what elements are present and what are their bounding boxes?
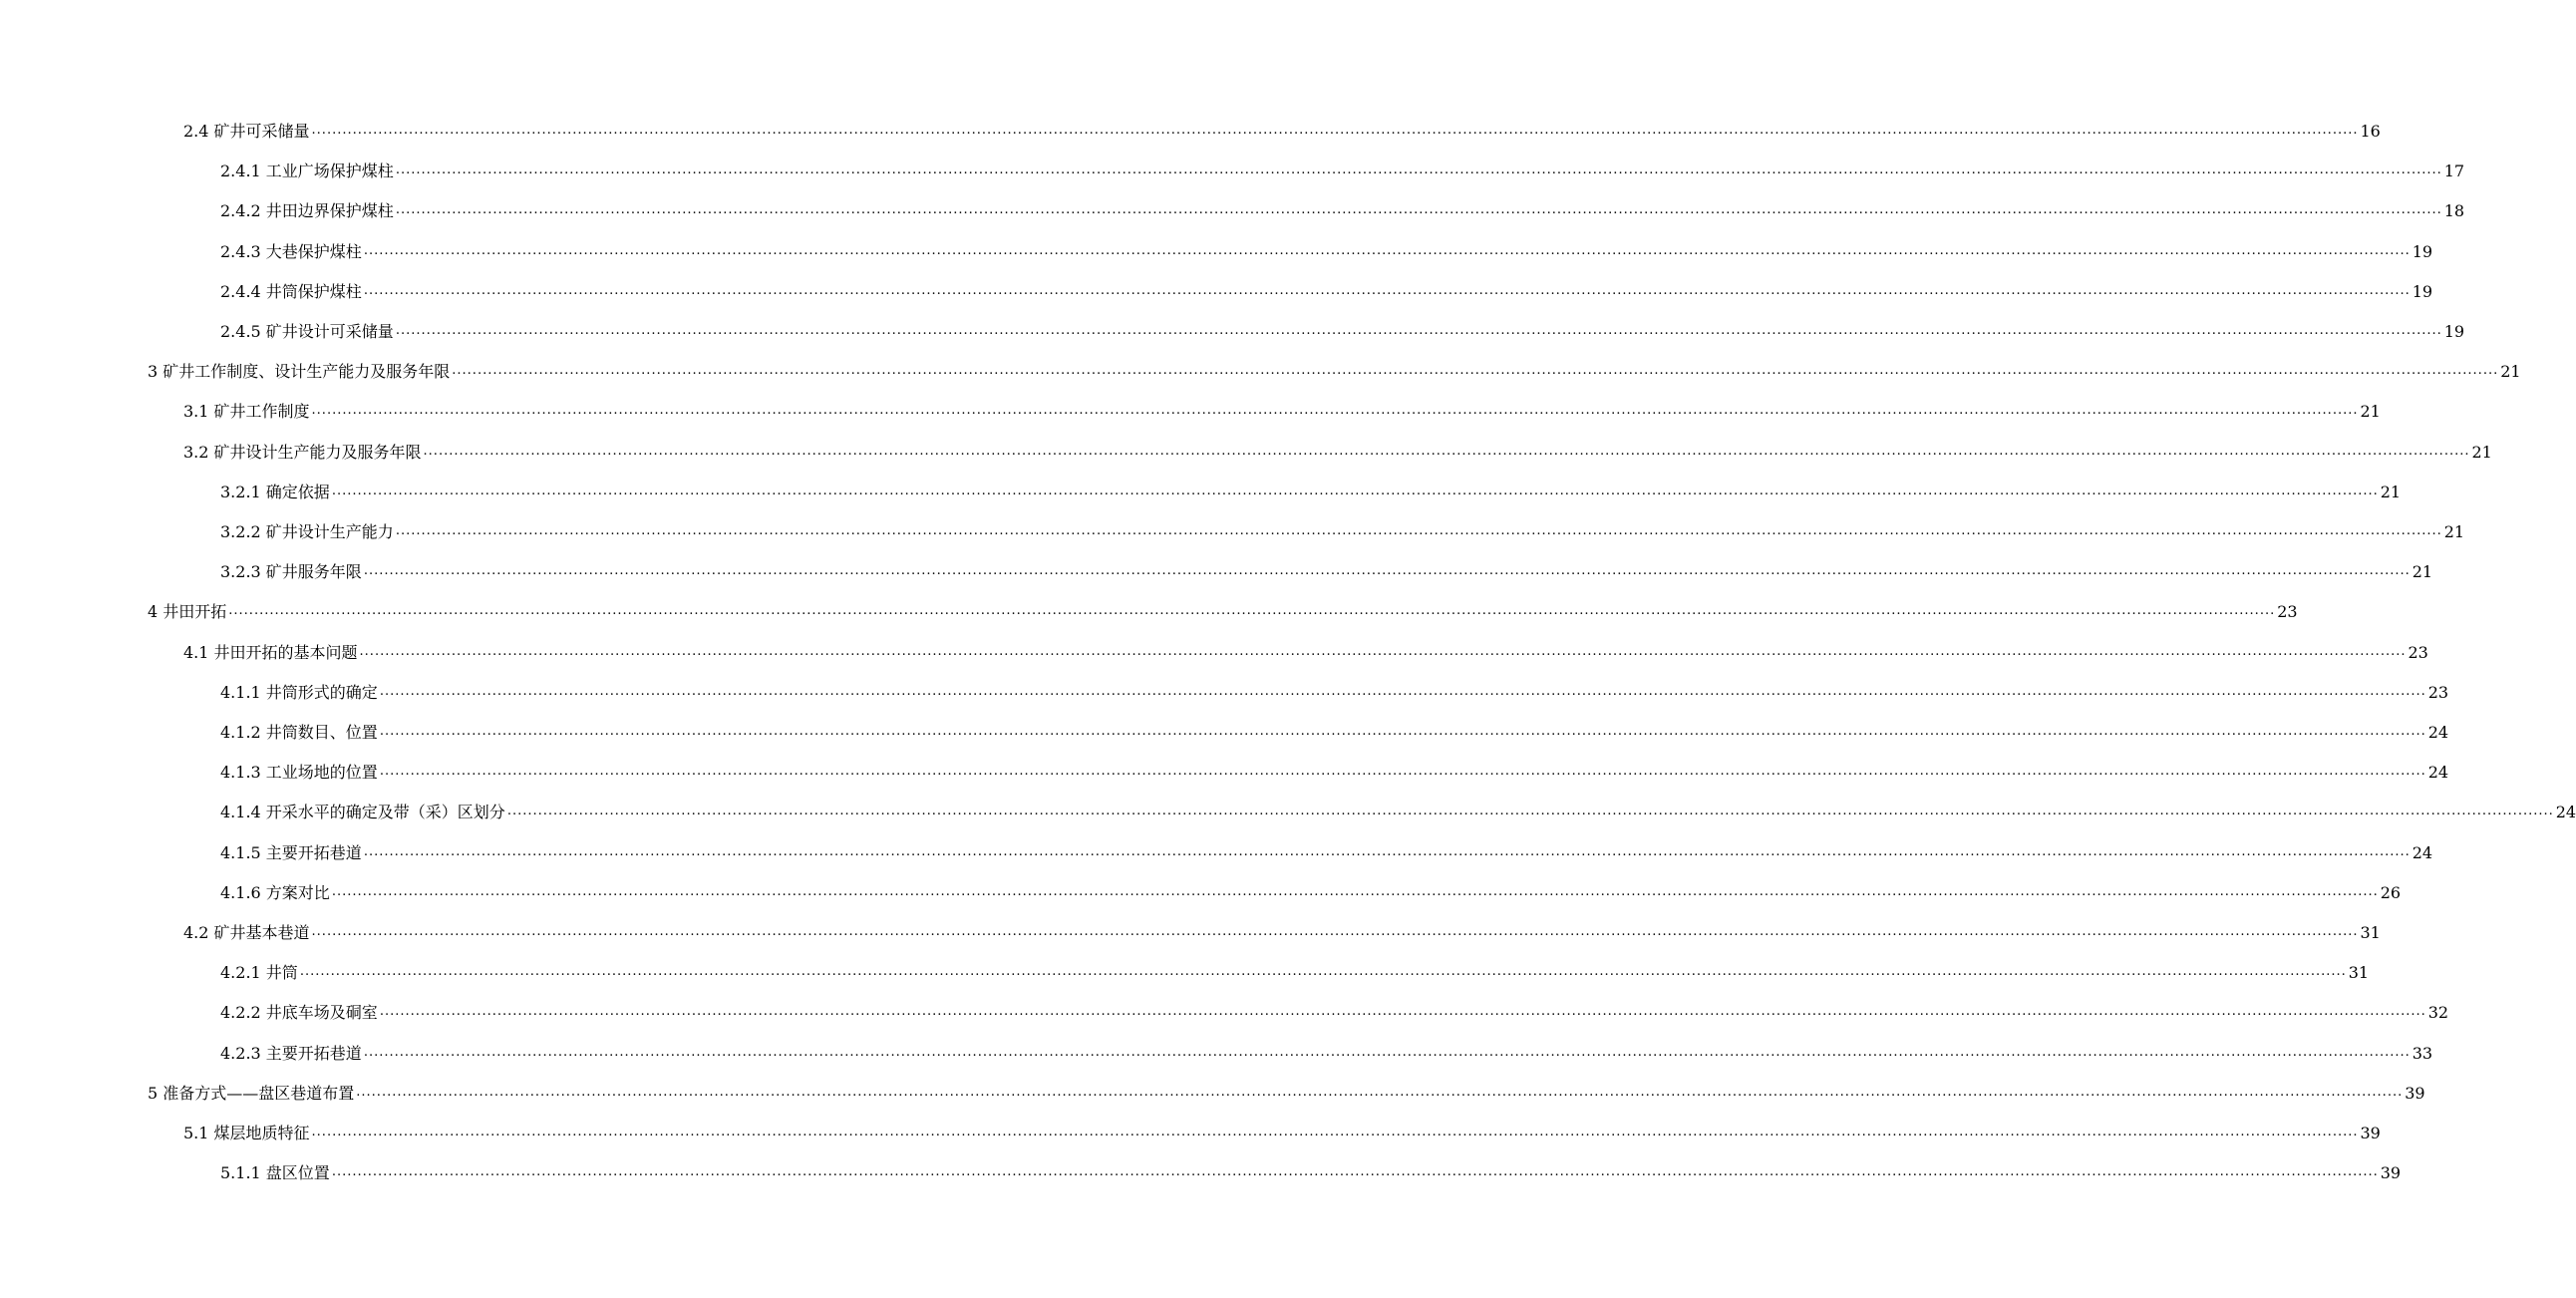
toc-entry-title: 2.4.3 大巷保护煤柱 <box>220 241 362 261</box>
toc-entry-title: 4.1 井田开拓的基本问题 <box>183 642 358 662</box>
toc-entry-page-number: 39 <box>2405 1083 2425 1103</box>
toc-entry-title: 4 井田开拓 <box>148 602 227 622</box>
toc-entry-title: 3.2.3 矿井服务年限 <box>220 562 362 582</box>
toc-dot-leader: ................................................................................................................................................................................................................................................................................................................................................................................................................ <box>363 843 2411 859</box>
toc-entry-title: 2.4.2 井田边界保护煤柱 <box>220 201 394 221</box>
toc-entry[interactable] <box>220 306 2465 342</box>
toc-entry-page-number: 21 <box>2471 442 2492 462</box>
toc-entry[interactable] <box>220 546 2433 582</box>
toc-entry-title: 2.4.4 井筒保护煤柱 <box>220 281 362 301</box>
toc-entry-page-number: 18 <box>2443 201 2465 221</box>
toc-entry-page-number: 32 <box>2427 1003 2449 1023</box>
toc-dot-leader: ................................................................................................................................................................................................................................................................................................................................................................................................................ <box>311 924 2359 939</box>
toc-entry-page-number: 23 <box>2277 602 2298 622</box>
toc-entry-page-number: 31 <box>2348 963 2370 983</box>
toc-dot-leader: ................................................................................................................................................................................................................................................................................................................................................................................................................ <box>395 162 2442 178</box>
toc-entry[interactable] <box>220 867 2402 903</box>
toc-entry-page-number: 17 <box>2443 162 2465 181</box>
toc-entry-title: 3.2.1 确定依据 <box>220 482 330 501</box>
toc-entry[interactable] <box>220 667 2449 703</box>
toc-entry[interactable] <box>220 747 2449 783</box>
toc-entry-title: 4.1.5 主要开拓巷道 <box>220 842 362 862</box>
toc-entry-page-number: 19 <box>2412 241 2433 261</box>
toc-entry-page-number: 21 <box>2443 522 2465 541</box>
toc-dot-leader: ................................................................................................................................................................................................................................................................................................................................................................................................................ <box>506 804 2554 819</box>
toc-entry-page-number: 21 <box>2380 482 2402 501</box>
toc-dot-leader: ................................................................................................................................................................................................................................................................................................................................................................................................................ <box>331 883 2379 899</box>
toc-entry-title: 5 准备方式——盘区巷道布置 <box>148 1083 355 1103</box>
toc-entry-page-number: 23 <box>2427 682 2449 702</box>
toc-dot-leader: ................................................................................................................................................................................................................................................................................................................................................................................................................ <box>452 363 2499 379</box>
toc-dot-leader: ................................................................................................................................................................................................................................................................................................................................................................................................................ <box>363 242 2411 258</box>
toc-dot-leader: ................................................................................................................................................................................................................................................................................................................................................................................................................ <box>379 683 2426 699</box>
toc-entry[interactable] <box>220 467 2402 502</box>
toc-entry-title: 4.1.4 开采水平的确定及带（采）区划分 <box>220 803 505 822</box>
toc-entry-page-number: 21 <box>2360 402 2381 422</box>
toc-entry-page-number: 39 <box>2360 1124 2381 1142</box>
toc-entry[interactable] <box>148 586 2298 622</box>
toc-entry-page-number: 39 <box>2380 1163 2402 1183</box>
toc-entry-page-number: 21 <box>2500 362 2521 382</box>
toc-entry-title: 4.1.3 工业场地的位置 <box>220 763 378 783</box>
toc-entry[interactable] <box>148 1068 2425 1104</box>
toc-entry[interactable] <box>183 1108 2381 1143</box>
toc-entry[interactable] <box>220 707 2449 743</box>
toc-entry-page-number: 26 <box>2380 882 2402 902</box>
toc-dot-leader: ................................................................................................................................................................................................................................................................................................................................................................................................................ <box>311 403 2359 419</box>
toc-entry-title: 3.2 矿井设计生产能力及服务年限 <box>183 442 422 462</box>
toc-dot-leader: ................................................................................................................................................................................................................................................................................................................................................................................................................ <box>228 603 2276 619</box>
toc-entry[interactable] <box>220 1147 2402 1183</box>
toc-dot-leader: ................................................................................................................................................................................................................................................................................................................................................................................................................ <box>331 1164 2379 1180</box>
toc-entry[interactable] <box>220 146 2465 181</box>
toc-entry-page-number: 23 <box>2408 642 2428 662</box>
toc-entry[interactable] <box>183 907 2381 943</box>
toc-entry-title: 5.1.1 盘区位置 <box>220 1163 330 1183</box>
toc-dot-leader: ................................................................................................................................................................................................................................................................................................................................................................................................................ <box>299 964 2347 980</box>
toc-entry-page-number: 19 <box>2443 322 2465 341</box>
toc-entry[interactable] <box>183 427 2492 463</box>
toc-entry[interactable] <box>220 226 2433 262</box>
toc-dot-leader: ................................................................................................................................................................................................................................................................................................................................................................................................................ <box>311 123 2359 138</box>
toc-dot-leader: ................................................................................................................................................................................................................................................................................................................................................................................................................ <box>395 323 2442 338</box>
toc-entry[interactable] <box>220 787 2576 822</box>
toc-entry[interactable] <box>220 1028 2433 1064</box>
toc-dot-leader: ................................................................................................................................................................................................................................................................................................................................................................................................................ <box>363 563 2411 579</box>
toc-dot-leader: ................................................................................................................................................................................................................................................................................................................................................................................................................ <box>395 523 2442 538</box>
toc-entry[interactable] <box>220 987 2449 1023</box>
toc-entry-page-number: 31 <box>2360 923 2381 942</box>
toc-entry[interactable] <box>220 506 2465 542</box>
toc-entry-page-number: 21 <box>2412 562 2433 582</box>
toc-entry-title: 4.2.1 井筒 <box>220 963 298 983</box>
toc-entry-page-number: 16 <box>2360 122 2381 141</box>
toc-entry-page-number: 24 <box>2412 842 2433 862</box>
toc-entry-page-number: 24 <box>2427 763 2449 783</box>
toc-entry-page-number: 24 <box>2555 803 2576 822</box>
toc-entry[interactable] <box>183 106 2381 142</box>
toc-dot-leader: ................................................................................................................................................................................................................................................................................................................................................................................................................ <box>363 1044 2411 1060</box>
toc-entry[interactable] <box>220 947 2370 983</box>
toc-entry[interactable] <box>220 827 2433 863</box>
toc-entry-title: 5.1 煤层地质特征 <box>183 1124 310 1142</box>
toc-entry-title: 2.4 矿井可采储量 <box>183 122 310 141</box>
toc-entry-title: 2.4.1 工业广场保护煤柱 <box>220 162 394 181</box>
toc-entry[interactable] <box>220 185 2465 221</box>
toc-entry-page-number: 19 <box>2412 281 2433 301</box>
toc-entry[interactable] <box>148 346 2521 382</box>
toc-entry[interactable] <box>220 266 2433 302</box>
toc-dot-leader: ................................................................................................................................................................................................................................................................................................................................................................................................................ <box>359 643 2407 659</box>
toc-dot-leader: ................................................................................................................................................................................................................................................................................................................................................................................................................ <box>356 1084 2404 1100</box>
toc-entry-title: 4.2 矿井基本巷道 <box>183 923 310 942</box>
toc-entry-title: 4.1.6 方案对比 <box>220 882 330 902</box>
toc-entry-title: 4.1.2 井筒数目、位置 <box>220 723 378 742</box>
toc-dot-leader: ................................................................................................................................................................................................................................................................................................................................................................................................................ <box>423 443 2470 459</box>
toc-entry-title: 3.1 矿井工作制度 <box>183 402 310 422</box>
toc-dot-leader: ................................................................................................................................................................................................................................................................................................................................................................................................................ <box>331 483 2379 498</box>
toc-entry-page-number: 33 <box>2412 1043 2433 1063</box>
toc-dot-leader: ................................................................................................................................................................................................................................................................................................................................................................................................................ <box>395 202 2442 218</box>
toc-entry-title: 3.2.2 矿井设计生产能力 <box>220 522 394 541</box>
toc-entry-title: 3 矿井工作制度、设计生产能力及服务年限 <box>148 362 451 382</box>
toc-entry[interactable] <box>183 627 2428 663</box>
toc-entry-title: 2.4.5 矿井设计可采储量 <box>220 322 394 341</box>
toc-entry-title: 4.2.3 主要开拓巷道 <box>220 1043 362 1063</box>
toc-dot-leader: ................................................................................................................................................................................................................................................................................................................................................................................................................ <box>379 724 2426 739</box>
toc-dot-leader: ................................................................................................................................................................................................................................................................................................................................................................................................................ <box>379 764 2426 780</box>
toc-entry-title: 4.1.1 井筒形式的确定 <box>220 682 378 702</box>
toc-entry[interactable] <box>183 386 2381 422</box>
toc-entry-page-number: 24 <box>2427 723 2449 742</box>
toc-entry-title: 4.2.2 井底车场及硐室 <box>220 1003 378 1023</box>
toc-dot-leader: ................................................................................................................................................................................................................................................................................................................................................................................................................ <box>311 1125 2359 1139</box>
toc-dot-leader: ................................................................................................................................................................................................................................................................................................................................................................................................................ <box>379 1004 2426 1020</box>
toc-dot-leader: ................................................................................................................................................................................................................................................................................................................................................................................................................ <box>363 282 2411 298</box>
